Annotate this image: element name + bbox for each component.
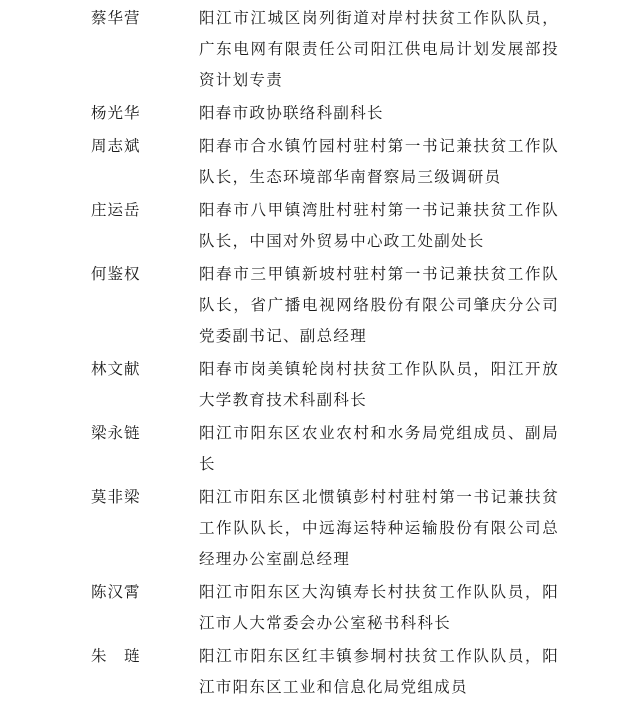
person-position: 阳江市江城区岗列街道对岸村扶贫工作队队员，广东电网有限责任公司阳江供电局计划发展部投资计划专责 bbox=[199, 9, 559, 89]
person-name: 梁永链 bbox=[91, 424, 141, 442]
person-position: 阳春市八甲镇湾肚村驻村第一书记兼扶贫工作队队长，中国对外贸易中心政工处副处长 bbox=[199, 201, 559, 250]
list-item bbox=[0, 195, 640, 257]
person-position: 阳春市三甲镇新坡村驻村第一书记兼扶贫工作队队长，省广播电视网络股份有限公司肇庆分公司党委副书记、副总经理 bbox=[199, 265, 559, 345]
person-position: 阳春市岗美镇轮岗村扶贫工作队队员，阳江开放大学教育技术科副科长 bbox=[199, 360, 559, 409]
list-item bbox=[0, 418, 640, 480]
list-item bbox=[0, 354, 640, 416]
person-name: 何鉴权 bbox=[91, 265, 141, 283]
person-name: 林文献 bbox=[91, 360, 141, 378]
person-name: 杨光华 bbox=[91, 104, 141, 122]
list-item bbox=[0, 577, 640, 639]
list-item bbox=[0, 259, 640, 352]
person-name: 蔡华营 bbox=[91, 9, 141, 27]
person-name: 庄运岳 bbox=[91, 201, 141, 219]
person-position: 阳江市阳东区红丰镇参垌村扶贫工作队队员，阳江市阳东区工业和信息化局党组成员 bbox=[199, 647, 559, 696]
person-name: 朱 琏 bbox=[91, 647, 141, 665]
person-position: 阳江市阳东区北惯镇彭村村驻村第一书记兼扶贫工作队队长，中远海运特种运输股份有限公司总经理办公室副总经理 bbox=[199, 488, 559, 568]
list-item bbox=[0, 131, 640, 193]
person-position: 阳春市政协联络科副科长 bbox=[199, 104, 384, 122]
person-position: 阳江市阳东区农业农村和水务局党组成员、副局长 bbox=[199, 424, 559, 473]
person-name: 陈汉霄 bbox=[91, 583, 141, 601]
person-position: 阳春市合水镇竹园村驻村第一书记兼扶贫工作队队长，生态环境部华南督察局三级调研员 bbox=[199, 137, 559, 186]
personnel-list bbox=[0, 3, 640, 705]
list-item bbox=[0, 482, 640, 575]
person-name: 莫非梁 bbox=[91, 488, 141, 506]
person-name: 周志斌 bbox=[91, 137, 141, 155]
list-item bbox=[0, 3, 640, 96]
person-position: 阳江市阳东区大沟镇寿长村扶贫工作队队员，阳江市人大常委会办公室秘书科科长 bbox=[199, 583, 559, 632]
list-item bbox=[0, 98, 640, 129]
list-item bbox=[0, 641, 640, 703]
